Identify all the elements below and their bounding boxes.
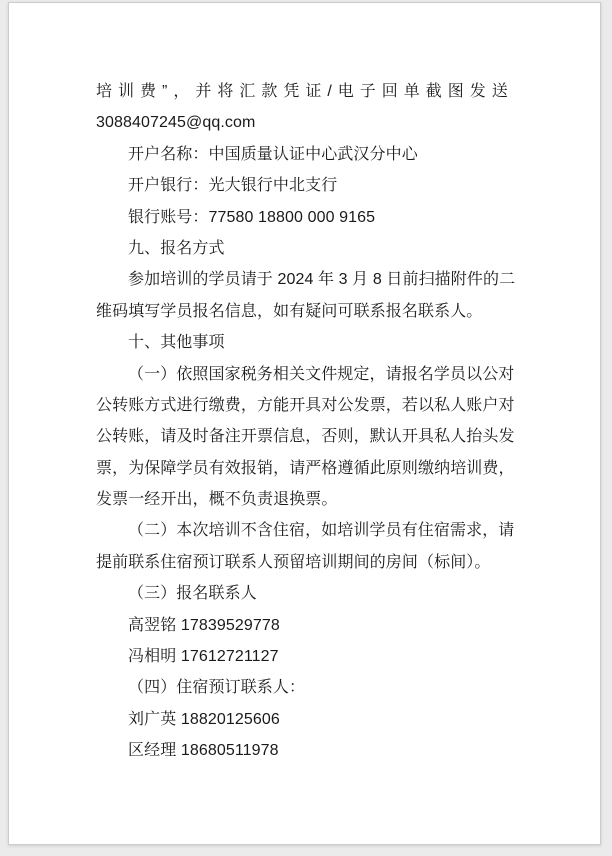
- text-line: 3088407245@qq.com: [96, 114, 256, 132]
- text-line: （二）本次培训不含住宿，如培训学员有住宿需求，请: [128, 522, 515, 540]
- text-line: （三）报名联系人: [128, 585, 257, 603]
- text-line: 公转账，请及时备注开票信息，否则，默认开具私人抬头发: [96, 428, 515, 446]
- text-line: 开户名称：中国质量认证中心武汉分中心: [128, 145, 418, 163]
- text-line: 参加培训的学员请于 2024 年 3 月 8 日前扫描附件的二: [128, 271, 516, 289]
- text-line: 冯相明 17612721127: [128, 648, 279, 666]
- text-line: 提前联系住宿预订联系人预留培训期间的房间（标间）。: [96, 553, 491, 571]
- text-line: 培训费”，并将汇款凭证/电子回单截图发送: [96, 83, 514, 100]
- text-line: 区经理 18680511978: [128, 742, 279, 760]
- document-content: [96, 76, 516, 767]
- text-line: 公转账方式进行缴费，方能开具对公发票，若以私人账户对: [96, 396, 515, 414]
- text-line: 开户银行：光大银行中北支行: [128, 177, 338, 195]
- text-line: （四）住宿预订联系人：: [128, 679, 306, 697]
- text-line: （一）依照国家税务相关文件规定，请报名学员以公对: [128, 365, 515, 383]
- text-line: 九、报名方式: [128, 239, 225, 257]
- text-line: 银行账号：77580 18800 000 9165: [128, 208, 376, 226]
- text-line: 票，为保障学员有效报销，请严格遵循此原则缴纳培训费，: [96, 459, 515, 477]
- document-page: [8, 2, 601, 845]
- text-line: 维码填写学员报名信息，如有疑问可联系报名联系人。: [96, 302, 483, 320]
- text-line: 发票一经开出，概不负责退换票。: [96, 491, 338, 509]
- text-line: 十、其他事项: [128, 334, 225, 352]
- text-line: 刘广英 18820125606: [128, 710, 280, 728]
- text-line: 高翌铭 17839529778: [128, 616, 280, 634]
